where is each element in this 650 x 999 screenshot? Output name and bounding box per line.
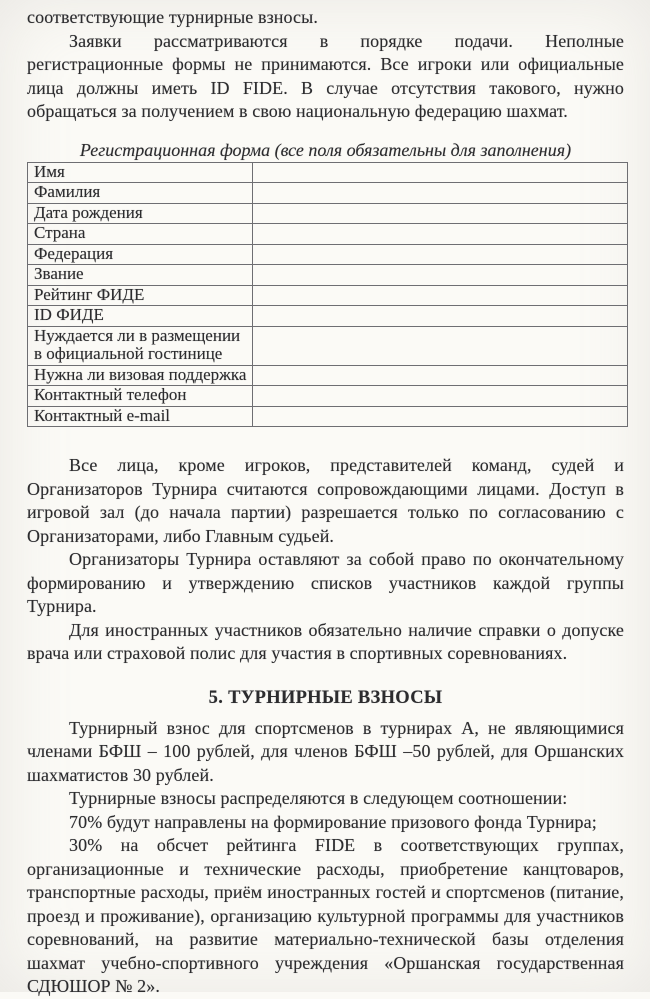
field-value-cell <box>253 285 628 306</box>
section-5-paragraph-70-percent: 70% будут направлены на формирование призового фонда Турнира; <box>69 811 597 832</box>
field-label-cell: Страна <box>28 224 253 245</box>
intro-continuation-line: соответствующие турнирные взносы. <box>27 7 318 27</box>
field-value-cell <box>253 162 628 183</box>
field-label-cell: Имя <box>28 162 253 183</box>
field-label-cell: Контактный телефон <box>28 386 253 407</box>
field-label-cell: Федерация <box>28 244 253 265</box>
table-row <box>28 224 628 245</box>
section-5-heading: 5. ТУРНИРНЫЕ ВЗНОСЫ <box>208 687 443 708</box>
field-label-cell: Фамилия <box>28 183 253 204</box>
section-5-paragraph-distribution-intro: Турнирные взносы распределяются в следующем соотношении: <box>69 788 568 808</box>
table-row <box>28 386 628 407</box>
table-row <box>28 365 628 386</box>
section-5-paragraph-fee-amounts: Турнирный взнос для спортсменов в турнирах А, не являющимися членами БФШ – 100 рублей, для членов БФШ –50 рублей, для Оршанских шахматистов 30 рублей. <box>27 717 624 785</box>
field-label-cell: Рейтинг ФИДЕ <box>28 285 253 306</box>
table-row <box>28 183 628 204</box>
field-value-cell <box>253 306 628 327</box>
field-value-cell <box>253 183 628 204</box>
intro-paragraph: Заявки рассматриваются в порядке подачи. Неполные регистрационные формы не принимаются. Все игроки или официальные лица должны иметь ID FIDE. В случае отсутствия такового, нужно обращаться за получением в свою национальную федерацию шахмат. <box>27 30 624 121</box>
table-row <box>28 306 628 327</box>
field-label-cell: ID ФИДЕ <box>28 306 253 327</box>
field-label-cell: Нуждается ли в размещении в официальной гостинице <box>28 326 253 365</box>
body-paragraph-foreign-participants: Для иностранных участников обязательно наличие справки о допуске врача или страховой полис для участия в спортивных соревнованиях. <box>27 619 624 663</box>
field-value-cell <box>253 244 628 265</box>
field-value-cell <box>253 224 628 245</box>
table-row <box>28 285 628 306</box>
field-label-cell: Нужна ли визовая поддержка <box>28 365 253 386</box>
field-label-cell: Контактный e-mail <box>28 406 253 427</box>
field-value-cell <box>253 265 628 286</box>
table-row <box>28 162 628 183</box>
field-label-cell: Звание <box>28 265 253 286</box>
table-row <box>28 203 628 224</box>
body-paragraph-organizers-rights: Организаторы Турнира оставляют за собой право по окончательному формированию и утверждению списков участников каждой группы Турнира. <box>27 549 624 616</box>
field-value-cell <box>253 326 628 365</box>
field-label-cell: Дата рождения <box>28 203 253 224</box>
field-value-cell <box>253 386 628 407</box>
table-row <box>28 244 628 265</box>
table-row <box>28 265 628 286</box>
registration-form-title: Регистрационная форма (все поля обязательны для заполнения) <box>79 139 572 160</box>
field-value-cell <box>253 203 628 224</box>
section-5-paragraph-30-percent: 30% на обсчет рейтинга FIDE в соответствующих группах, организационные и технические расходы, приобретение канцтоваров, транспортные расходы, приём иностранных гостей и спортсменов (питание, проезд и проживание), организацию культурной программы для участников соревнований, на развитие материально-технической базы отделения шахмат учебно-спортивного учреждения «Оршанская государственная СДЮШОР № 2». <box>27 835 624 996</box>
body-paragraph-accompanying-persons: Все лица, кроме игроков, представителей команд, судей и Организаторов Турнира считаются сопровождающими лицами. Доступ в игровой зал (до начала партии) разрешается только по согласованию с Организаторами, либо Главным судьей. <box>27 455 624 546</box>
registration-form-table <box>27 162 628 428</box>
field-value-cell <box>253 365 628 386</box>
table-row <box>28 326 628 365</box>
table-row <box>28 406 628 427</box>
field-value-cell <box>253 406 628 427</box>
